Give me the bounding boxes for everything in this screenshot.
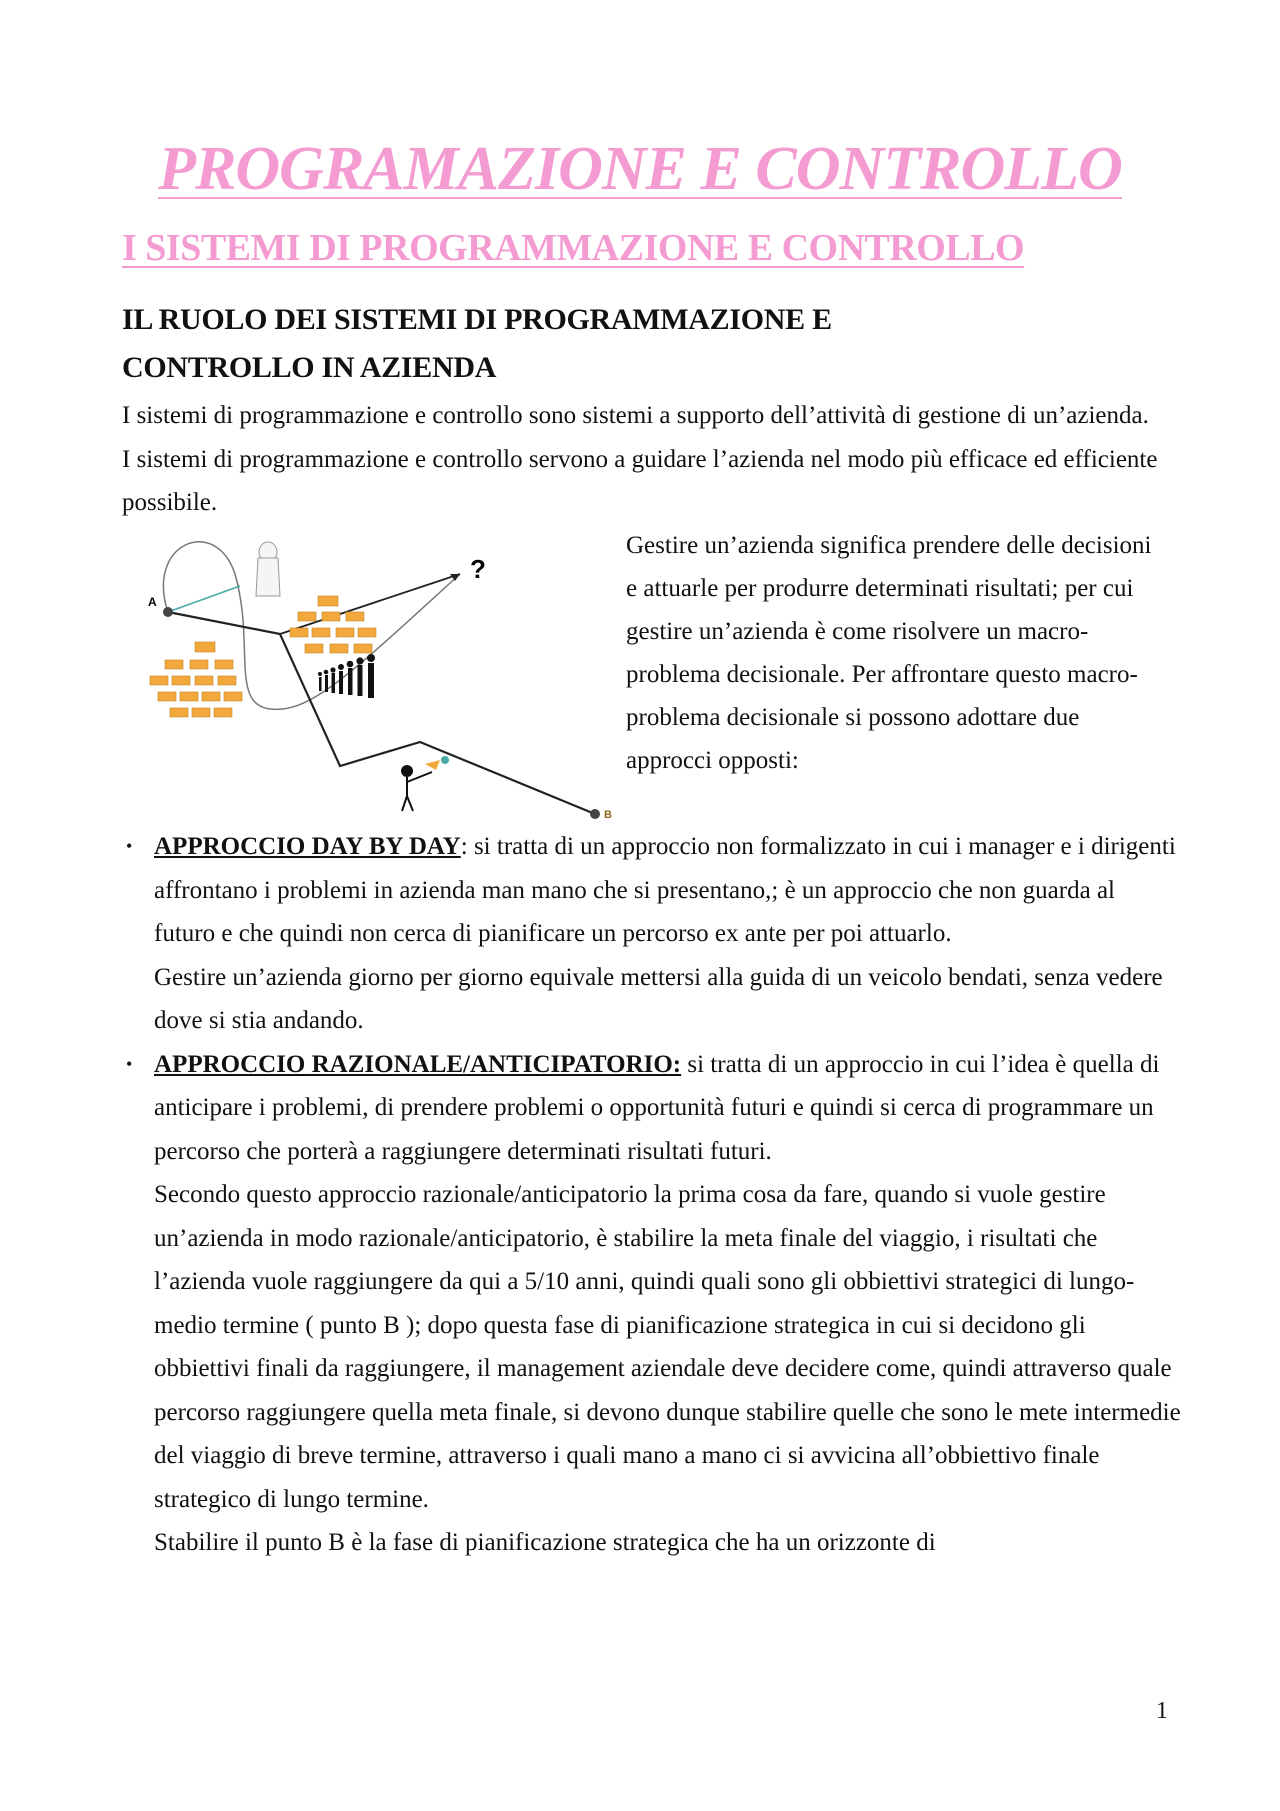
person-icon: [402, 766, 432, 811]
section-title: I SISTEMI DI PROGRAMMAZIONE E CONTROLLO: [122, 227, 1025, 269]
approach-title: APPROCCIO RAZIONALE/ANTICIPATORIO:: [154, 1050, 682, 1078]
approach-title: APPROCCIO DAY BY DAY: [154, 833, 461, 860]
document-title: PROGRAMAZIONE E CONTROLLO: [158, 135, 1122, 203]
point-a: [163, 607, 173, 617]
label-a: A: [148, 595, 157, 609]
intro-paragraph: I sistemi di programmazione e controllo sono sistemi a supporto dell’attività di gestione di un’azienda. I sistemi di programmazione e controllo servono a guidare l’azienda nel modo più efficace ed efficiente possibile.: [122, 402, 1158, 516]
approach-note: Stabilire il punto B è la fase di pianificazione strategica che ha un orizzonte di: [154, 1529, 936, 1556]
org-chart-right-icon: [290, 596, 376, 653]
side-paragraph: Gestire un’azienda significa prendere delle decisioni e attuarle per produrre determinati risultati; per cui gestire un’azienda è come risolvere un macro-problema decisionale. Per affrontare questo macro-problema decisionale si possono adottare due approcci opposti:: [626, 532, 1152, 774]
target-icon: [425, 756, 449, 770]
page-number: 1: [1156, 1698, 1168, 1724]
approach-list: [122, 825, 1182, 1565]
list-item: [122, 1043, 1182, 1565]
point-b: [590, 809, 600, 819]
question-mark: ?: [470, 554, 486, 584]
list-item: [122, 825, 1182, 1043]
subsection-heading: IL RUOLO DEI SISTEMI DI PROGRAMMAZIONE E CONTROLLO IN AZIENDA: [122, 303, 832, 384]
approach-note: Secondo questo approccio razionale/anticipatorio la prima cosa da fare, quando si vuole gestire un’azienda in modo razionale/anticipatorio, è stabilire la meta finale del viaggio, i risultati che l’azienda vuole raggiungere da qui a 5/10 anni, quindi quali sono gli obbiettivi strategici di lungo-medio termine ( punto B ); dopo questa fase di pianificazione strategica in cui si decidono gli obbiettivi finali da raggiungere, il management aziendale deve decidere come, quindi attraverso quale percorso raggiungere quella meta finale, si devono dunque stabilire quelle che sono le mete intermedie del viaggio di breve termine, attraverso i quali mano a mano ci si avvicina all’obbiettivo finale strategico di lungo termine.: [154, 1181, 1181, 1513]
label-b: B: [604, 809, 612, 819]
approach-description: si tratta di un approccio in cui l’idea è quella di anticipare i problemi, di prendere problemi o opportunità futuri e quindi si cerca di programmare un percorso che porterà a raggiungere determinati risultati futuri.: [154, 1050, 1160, 1165]
ghost-figure-icon: [256, 542, 280, 596]
path-illustration: [140, 534, 630, 819]
approach-note: Gestire un’azienda giorno per giorno equivale mettersi alla guida di un veicolo bendati, senza vedere dove si stia andando.: [154, 963, 1163, 1034]
approach-description: : si tratta di un approccio non formalizzato in cui i manager e i dirigenti affrontano i problemi in azienda man mano che si presentano,; è un approccio che non guarda al futuro e che quindi non cerca di pianificare un percorso ex ante per poi attuarlo.: [154, 833, 1176, 947]
org-chart-left-icon: [150, 642, 242, 717]
people-queue-icon: [318, 654, 375, 698]
